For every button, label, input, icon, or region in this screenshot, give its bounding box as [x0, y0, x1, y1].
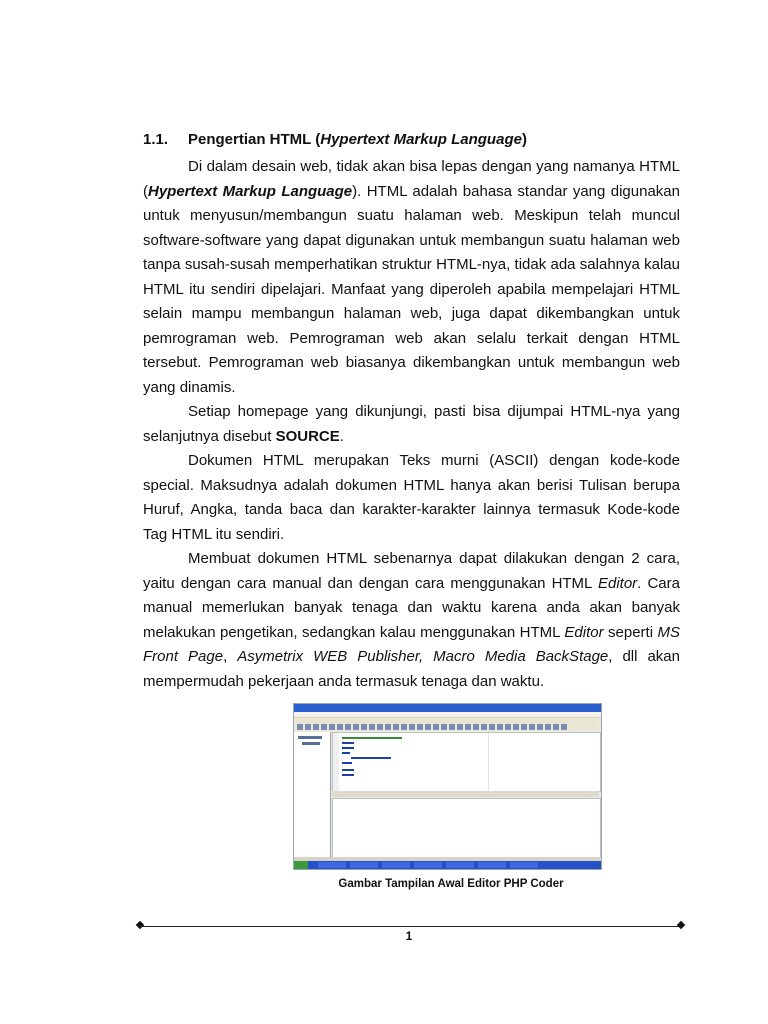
heading-prefix: Pengertian HTML ( — [188, 131, 321, 148]
fig-menu-bar — [294, 712, 601, 718]
footer-left-diamond — [136, 921, 144, 929]
fig-output-pane — [332, 798, 601, 862]
fig-taskbar — [294, 861, 601, 869]
fig-splitter — [332, 791, 599, 797]
fig-file-tree — [294, 732, 331, 860]
page-number: 1 — [405, 929, 413, 943]
paragraph-4: Membuat dokumen HTML sebenarnya dapat dilakukan dengan 2 cara, yaitu dengan cara manual dan dengan cara menggunakan HTML Editor. Cara manual memerlukan banyak tenaga dan waktu karena anda akan banyak melakukan pengetikan, sedangkan kalau menggunakan HTML Editor seperti MS Front Page, Asymetrix WEB Publisher, Macro Media BackStage, dll akan mempermudah pekerjaan anda termasuk tenaga dan waktu. — [143, 550, 680, 690]
footer-right-diamond — [677, 921, 685, 929]
body-text — [143, 155, 680, 694]
section-heading — [143, 131, 527, 148]
paragraph-3: Dokumen HTML merupakan Teks murni (ASCII) dengan kode-kode special. Maksudnya adalah dokumen HTML hanya akan berisi Tulisan berupa Huruf, Angka, tanda baca dan karakter-karakter lainnya termasuk Kode-kode Tag HTML itu sendiri. — [143, 452, 680, 543]
fig-title-bar — [294, 704, 601, 712]
heading-suffix: ) — [521, 131, 527, 148]
heading-italic: Hypertext Markup Language — [320, 131, 522, 148]
paragraph-1: Di dalam desain web, tidak akan bisa lepas dengan yang namanya HTML (Hypertext Markup Language). HTML adalah bahasa standar yang digunakan untuk menyusun/membangun suatu halaman web. Meskipun telah muncul software-software yang dapat digunakan untuk membangun suatu halaman web tanpa susah-susah memperhatikan struktur HTML-nya, tidak ada salahnya kalau HTML itu sendiri dipelajari. Manfaat yang diperoleh apabila mempelajari HTML selain mampu membangun halaman web, juga dapat dikembangkan untuk pemrograman web. Pemrograman web akan selalu terkait dengan HTML tersebut. Pemrograman web biasanya dikembangkan untuk membangun web yang dinamis. — [143, 158, 680, 396]
figure-caption: Gambar Tampilan Awal Editor PHP Coder — [338, 878, 564, 890]
section-number: 1.1. — [143, 131, 169, 148]
fig-toolbar — [296, 719, 598, 730]
fig-code-editor — [332, 732, 601, 792]
editor-screenshot-figure — [293, 703, 602, 870]
paragraph-2: Setiap homepage yang dikunjungi, pasti bisa dijumpai HTML-nya yang selanjutnya disebut SOURCE. — [143, 403, 680, 445]
footer-rule — [140, 926, 681, 927]
